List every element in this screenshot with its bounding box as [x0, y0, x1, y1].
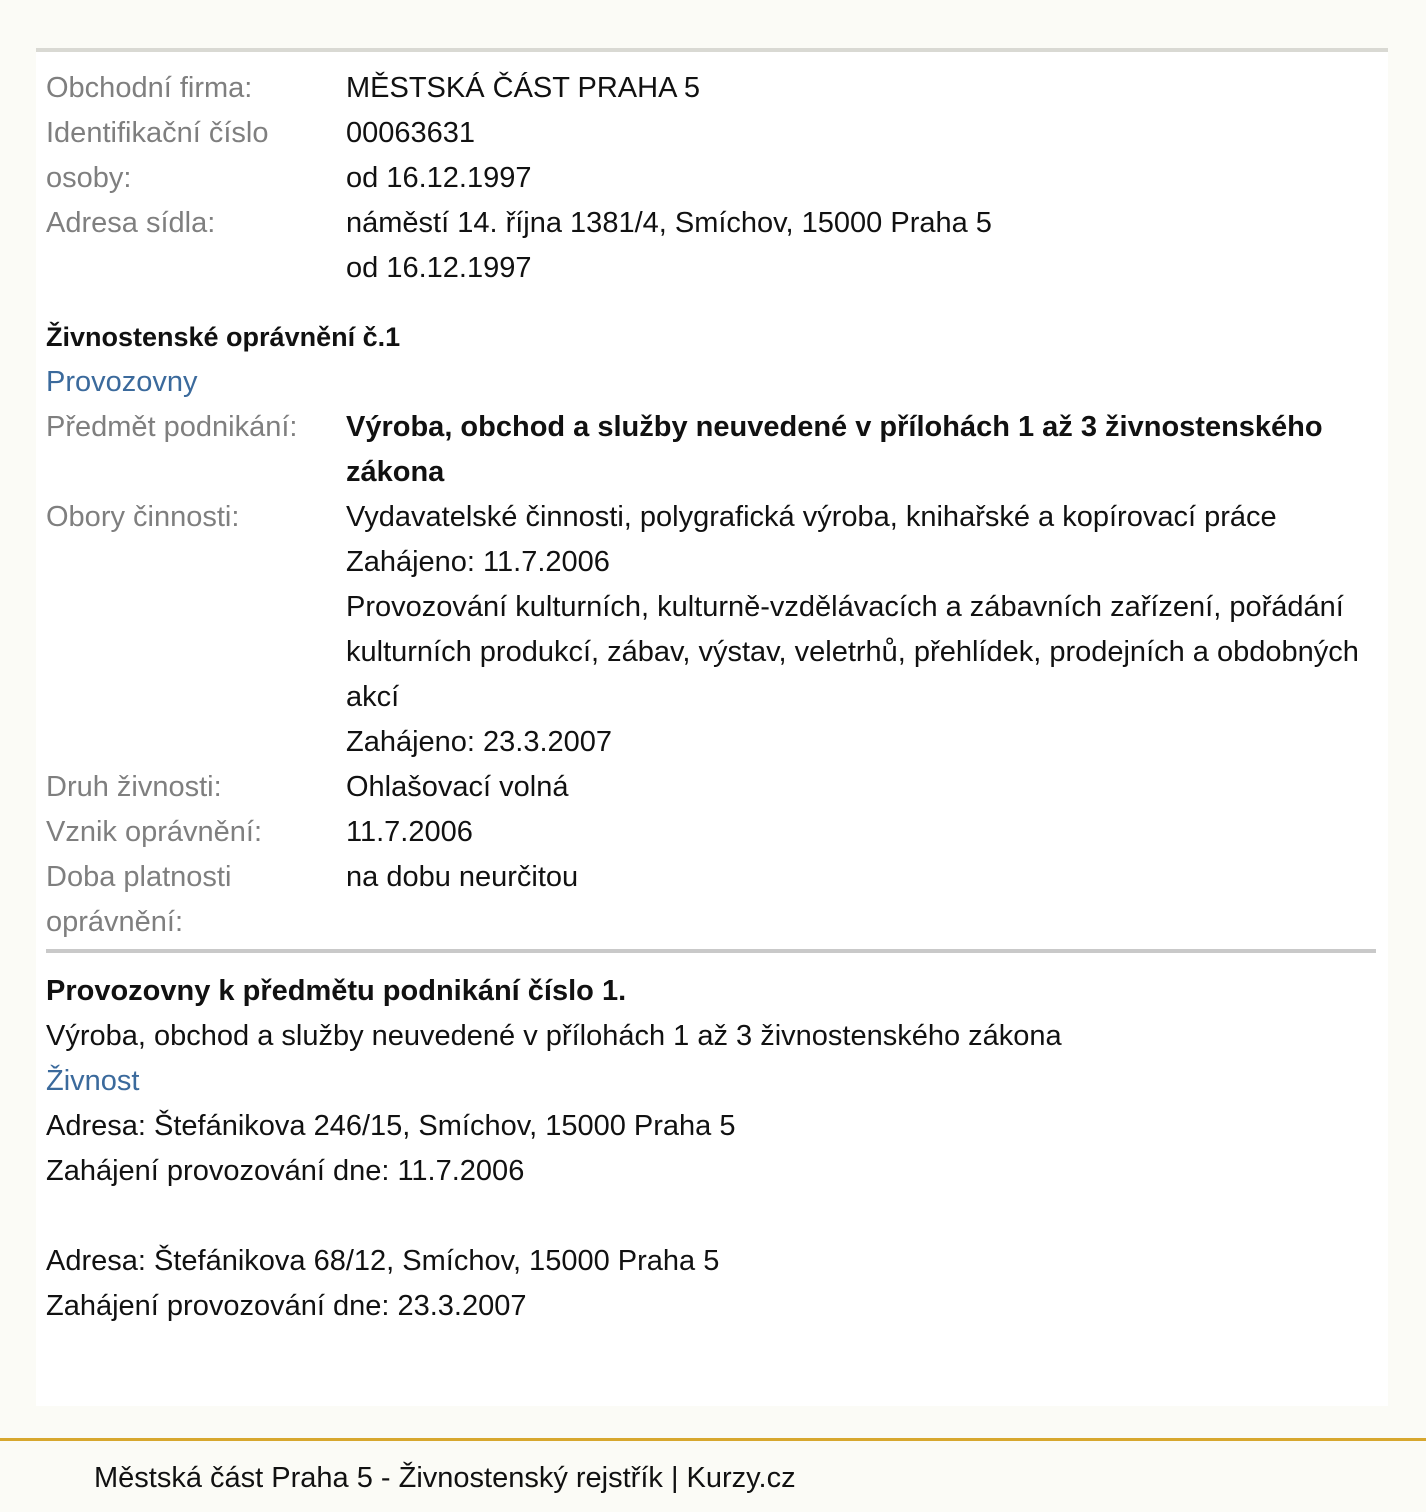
address-value: náměstí 14. října 1381/4, Smíchov, 15000 Praha 5: [346, 207, 992, 239]
field-started: Zahájeno: 11.7.2006: [346, 546, 610, 578]
subject-value: Výroba, obchod a služby neuvedené v přílohách 1 až 3 živnostenského zákona: [346, 411, 1323, 488]
section-divider: [46, 949, 1376, 953]
validity-row: [46, 855, 1378, 945]
premises-link[interactable]: Provozovny: [46, 366, 198, 398]
address-row: [46, 201, 1378, 291]
field-name: Provozování kulturních, kulturně-vzdělávacích a zábavních zařízení, pořádání kulturních produkcí, zábav, výstav, veletrhů, přehlídek, prodejních a obdobných akcí: [346, 591, 1359, 713]
spacer: [46, 1194, 1378, 1239]
address-since: od 16.12.1997: [346, 252, 532, 284]
field-name: Vydavatelské činnosti, polygrafická výroba, knihařské a kopírovací práce: [346, 501, 1277, 533]
ico-values: [346, 111, 1378, 201]
origin-label: Vznik oprávnění:: [46, 816, 263, 848]
premise-address: Adresa: Štefánikova 68/12, Smíchov, 15000 Praha 5: [46, 1245, 720, 1277]
type-value: Ohlašovací volná: [346, 771, 569, 803]
fields-row: [46, 495, 1378, 765]
footer-divider: [0, 1438, 1426, 1441]
subject-row: [46, 405, 1378, 495]
premises-subject: Výroba, obchod a služby neuvedené v přílohách 1 až 3 živnostenského zákona: [46, 1020, 1062, 1052]
address-values: [346, 201, 1378, 291]
firm-value: MĚSTSKÁ ČÁST PRAHA 5: [346, 72, 701, 104]
premise-started: Zahájení provozování dne: 23.3.2007: [46, 1290, 527, 1322]
fields-list: [346, 495, 1378, 765]
register-card: [36, 48, 1388, 1406]
footer-text: Městská část Praha 5 - Živnostenský rejstřík | Kurzy.cz: [94, 1462, 796, 1494]
firm-row: [46, 66, 1378, 111]
ico-since: od 16.12.1997: [346, 162, 532, 194]
premise-address: Adresa: Štefánikova 246/15, Smíchov, 15000 Praha 5: [46, 1110, 736, 1142]
validity-value: na dobu neurčitou: [346, 861, 579, 893]
firm-label: Obchodní firma:: [46, 72, 253, 104]
field-started: Zahájeno: 23.3.2007: [346, 726, 613, 758]
ico-label: Identifikační číslo osoby:: [46, 117, 269, 194]
premises-title: Provozovny k předmětu podnikání číslo 1.: [46, 975, 627, 1007]
type-row: [46, 765, 1378, 810]
fields-label: Obory činnosti:: [46, 501, 240, 533]
origin-row: [46, 810, 1378, 855]
permit-title: Živnostenské oprávnění č.1: [46, 322, 401, 352]
ico-row: [46, 111, 1378, 201]
validity-label: Doba platnosti oprávnění:: [46, 861, 232, 938]
premise-started: Zahájení provozování dne: 11.7.2006: [46, 1155, 525, 1187]
address-label: Adresa sídla:: [46, 207, 216, 239]
origin-value: 11.7.2006: [346, 816, 473, 848]
subject-label: Předmět podnikání:: [46, 411, 298, 443]
ico-value: 00063631: [346, 117, 476, 149]
type-label: Druh živnosti:: [46, 771, 222, 803]
card-content: [36, 52, 1388, 1329]
trade-link[interactable]: Živnost: [46, 1065, 140, 1097]
